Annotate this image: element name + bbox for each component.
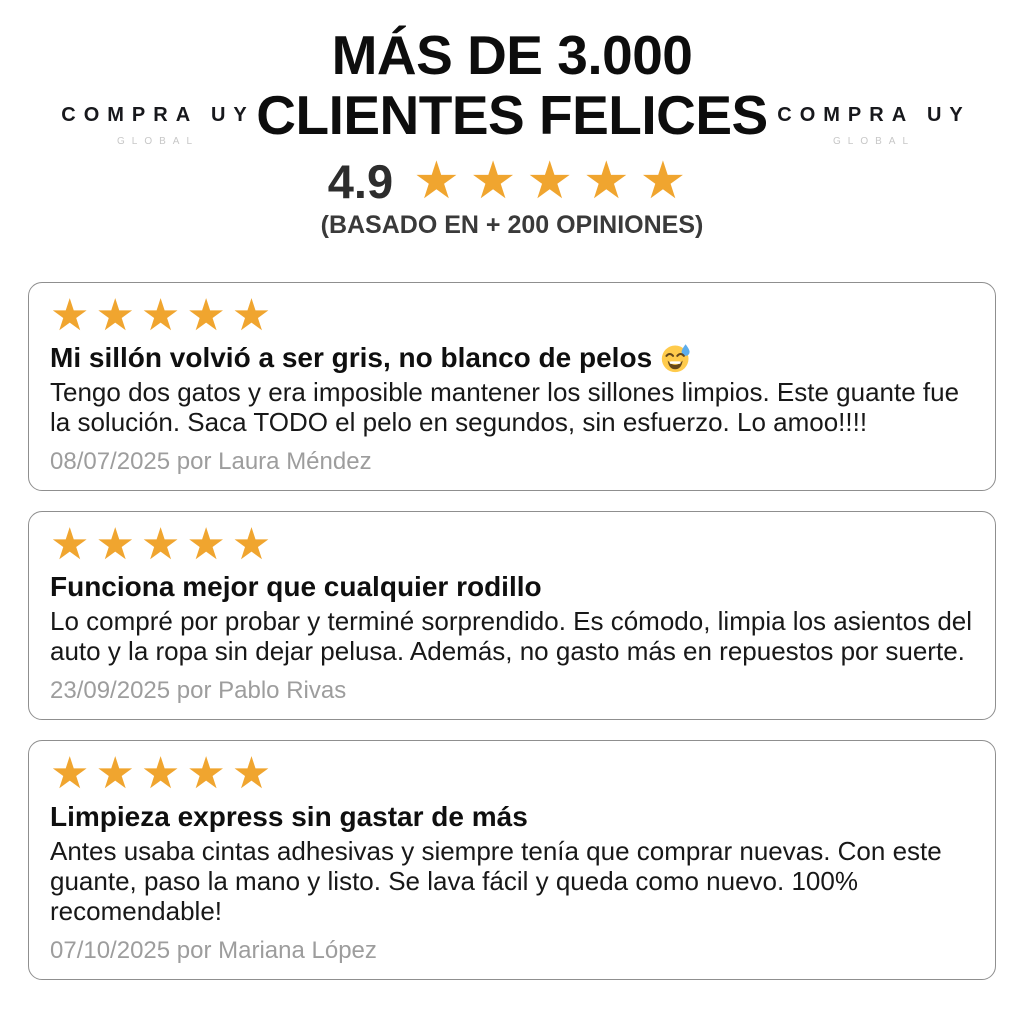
brand-name: COMPRA UY (61, 104, 255, 126)
brand-logo-right (764, 104, 984, 147)
review-body: Antes usaba cintas adhesivas y siempre tenía que comprar nuevas. Con este guante, paso la mano y listo. Se lava fácil y queda como nuevo. 100% recomendable! (50, 835, 942, 926)
review-date-author: 23/09/2025 por Pablo Rivas (50, 677, 347, 705)
review-card (28, 511, 996, 720)
brand-subtitle: GLOBAL (832, 136, 916, 147)
review-title (50, 342, 975, 374)
review-card (28, 740, 996, 979)
review-title-text: Limpieza express sin gastar de más (50, 800, 528, 832)
brand-name: COMPRA UY (777, 104, 971, 126)
star-rating-icon: ★★★★★ (50, 290, 278, 340)
page-title-line-2: CLIENTES FELICES (256, 83, 768, 146)
review-date-author: 07/10/2025 por Mariana López (50, 936, 377, 964)
brand-subtitle: GLOBAL (116, 136, 200, 147)
review-title-text: Funciona mejor que cualquier rodillo (50, 571, 542, 603)
review-body: Lo compré por probar y terminé sorprendido. Es cómodo, limpia los asientos del auto y la ropa sin dejar pelusa. Además, no gasto más en repuestos por suerte. (50, 606, 973, 667)
review-card (28, 282, 996, 491)
rating-stars-icon: ★★★★★ (413, 151, 697, 210)
star-rating-icon: ★★★★★ (50, 520, 278, 570)
review-body: Tengo dos gatos y era imposible mantener los sillones limpios. Este guante fue la solución. Saca TODO el pelo en segundos, sin esfuerzo. Lo amoo!!!! (50, 377, 960, 438)
review-title (50, 801, 975, 833)
rating-value: 4.9 (327, 154, 394, 208)
reviews-list (28, 282, 996, 980)
sweat-smile-emoji (661, 343, 691, 373)
overall-rating (0, 151, 1024, 210)
page-title-line-1: MÁS DE 3.000 (331, 24, 693, 86)
review-title-text: Mi sillón volvió a ser gris, no blanco de pelos (50, 342, 653, 374)
rating-note: (BASADO EN + 200 OPINIONES) (320, 210, 704, 239)
review-date-author: 08/07/2025 por Laura Méndez (50, 448, 372, 476)
header (0, 0, 1024, 240)
brand-logo-left (48, 104, 268, 147)
review-title (50, 571, 975, 603)
star-rating-icon: ★★★★★ (50, 749, 278, 799)
